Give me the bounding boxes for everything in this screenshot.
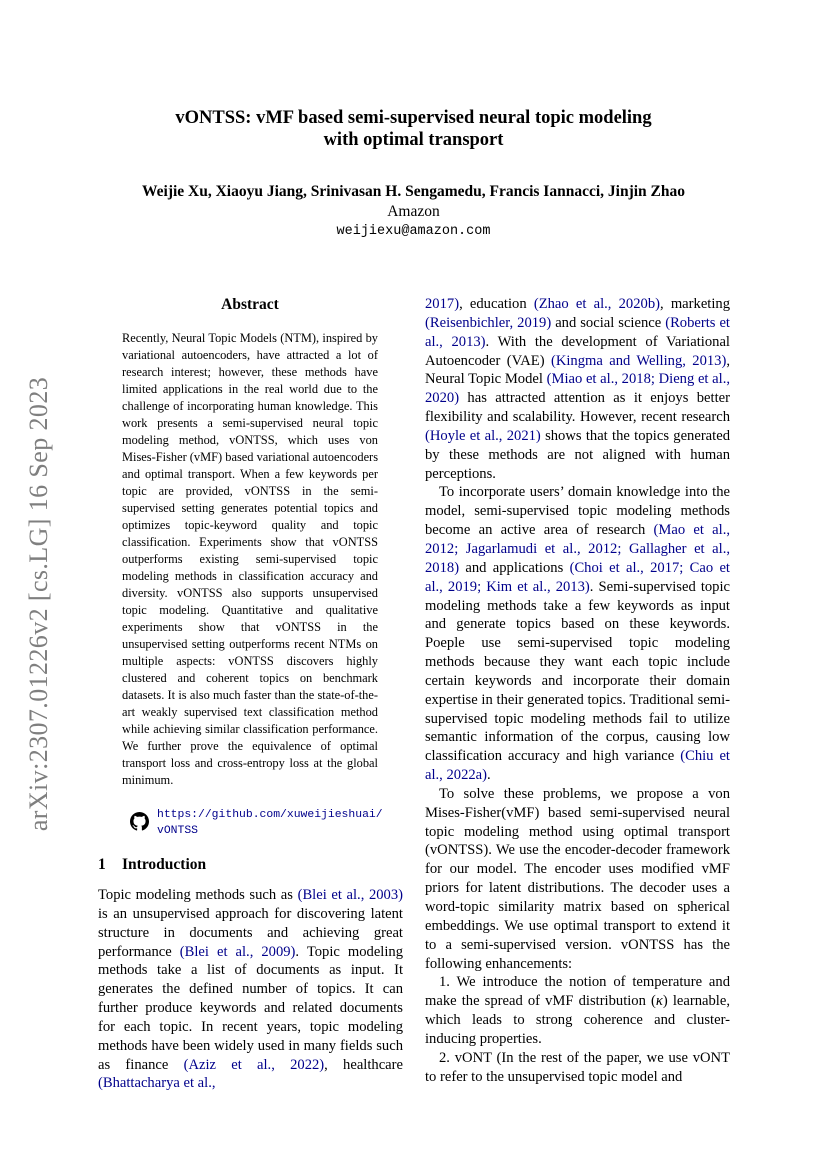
citation-link[interactable]: 2017) <box>425 296 460 312</box>
title-line-2: with optimal transport <box>323 130 504 150</box>
text-run: 1. We introduce the notion of temperature and make the spread of vMF distribution ( <box>425 974 730 1010</box>
citation-link[interactable]: (Blei et al., 2003) <box>297 887 404 903</box>
github-icon <box>130 812 149 831</box>
github-url-line-1: https://github.com/xuweijieshuai/ <box>157 809 383 821</box>
section-title: Introduction <box>122 856 207 873</box>
paragraph-domain-knowledge <box>425 483 730 785</box>
text-run: , Neural Topic Model <box>425 352 730 388</box>
text-run: shows that the topics generated by these methods are not aligned with human perceptions. <box>425 427 730 482</box>
paragraph-continuation <box>425 295 730 483</box>
enhancement-item-2: 2. vONT (In the rest of the paper, we use vONT to refer to the unsupervised topic model and <box>425 1049 730 1085</box>
enhancement-item-1 <box>425 973 730 1048</box>
text-run: . With the development of Variational Autoencoder (VAE) <box>425 333 730 369</box>
github-url-line-2: vONTSS <box>157 825 199 837</box>
citation-link[interactable]: (Zhao et al., 2020b) <box>533 296 660 312</box>
intro-left-column <box>98 886 403 1093</box>
arxiv-side-stamp <box>20 364 58 844</box>
citation-link[interactable]: (Hoyle et al., 2021) <box>425 427 541 444</box>
text-run: Topic modeling methods such as <box>98 887 298 903</box>
text-run: , healthcare <box>324 1056 403 1073</box>
citation-link[interactable]: (Choi et al., 2017; Cao et al., 2019; Kim et al., 2013) <box>425 559 730 595</box>
text-run: . Semi-supervised topic modeling methods take a few keywords as input and generate topics based on these keywords. Poeple use semi-supervised topic modeling methods because they want each topic include certain keywords and incorporate their domain expertise in their generated topics. Traditional semi-supervised topic modeling methods fail to utilize semantic information of the corpus, causing low classification accuracy and high variance <box>425 578 731 765</box>
text-run: , marketing <box>659 296 730 312</box>
abstract-body: Recently, Neural Topic Models (NTM), inspired by variational autoencoders, have attracted a lot of research interest; however, these methods have limited applications in the real world due to the challenge of incorporating human knowledge. This work presents a semi-supervised neural topic modeling method, vONTSS, which uses von Mises-Fisher (vMF) based variational autoencoders and optimal transport. When a few keywords per topic are provided, vONTSS in the semi-supervised setting generates potential topics and optimizes topic-keyword quality and topic classification. Experiments show that vONTSS outperforms existing semi-supervised topic modeling methods in classification accuracy and diversity. vONTSS also supports unsupervised topic modeling. Quantitative and qualitative experiments show that vONTSS in the unsupervised setting outperforms recent NTMs on multiple aspects: vONTSS discovers highly clustered and coherent topics on benchmark datasets. It is also much faster than the state-of-the-art weakly supervised text classification method while achieving similar classification performance. We further prove the equivalence of optimal transport loss and cross-entropy loss at the global minimum. <box>122 331 379 787</box>
text-run: . Topic modeling methods take a list of documents as input. It generates the defined number of topics. It can further produce keywords and related documents for each topic. In recent years, topic modeling methods have been widely used in many fields such as finance <box>98 943 403 1073</box>
section-number: 1 <box>98 856 106 873</box>
text-run: and applications <box>459 559 570 576</box>
abstract-heading: Abstract <box>221 296 279 313</box>
citation-link[interactable]: (Reisenbichler, 2019) <box>425 314 552 331</box>
title-line-1: vONTSS: vMF based semi-supervised neural topic modeling <box>175 108 652 128</box>
paper-title <box>100 107 727 151</box>
text-run: To incorporate users’ domain knowledge into the model, semi-supervised topic modeling methods become an active area of research <box>425 484 730 539</box>
author-email[interactable]: weijiexu@amazon.com <box>336 224 491 239</box>
right-column <box>425 295 730 1086</box>
text-run: , education <box>459 296 534 312</box>
paragraph-proposal: To solve these problems, we propose a von Mises-Fisher(vMF) based semi-supervised neural topic modeling method using optimal transport (vONTSS). We use the encoder-decoder framework for our model. The encoder uses modified vMF priors for latent distributions. The decoder uses a word-topic similarity matrix based on spherical embeddings. We use optimal transport to extend it to a semi-supervised version. vONTSS has the following enhancements: <box>425 785 730 972</box>
citation-link[interactable]: (Blei et al., 2009) <box>179 943 296 960</box>
arxiv-stamp-text: arXiv:2307.01226v2 [cs.LG] 16 Sep 2023 <box>24 376 54 832</box>
code-link[interactable] <box>130 807 400 839</box>
citation-link[interactable]: (Roberts et al., 2013) <box>425 314 730 350</box>
citation-link[interactable]: (Kingma and Welling, 2013) <box>550 352 727 369</box>
text-run: ) learnable, which leads to strong coherence and cluster-inducing properties. <box>425 993 730 1047</box>
text-run: has attracted attention as it enjoys better flexibility and scalability. However, recent research <box>425 390 730 426</box>
section-heading-introduction <box>98 855 398 875</box>
text-run: is an unsupervised approach for discovering latent structure in documents and achieving great performance <box>98 905 403 960</box>
citation-link[interactable]: (Mao et al., 2012; Jagarlamudi et al., 2012; Gallagher et al., 2018) <box>425 522 730 576</box>
affiliation: Amazon <box>387 203 440 220</box>
text-run: . <box>487 767 491 784</box>
citation-link[interactable]: (Aziz et al., 2022) <box>183 1056 325 1073</box>
github-url[interactable] <box>157 807 383 839</box>
text-run: and social science <box>551 314 666 331</box>
author-list: Weijie Xu, Xiaoyu Jiang, Srinivasan H. Sengamedu, Francis Iannacci, Jinjin Zhao <box>141 183 685 200</box>
citation-link[interactable]: (Chiu et al., 2022a) <box>425 748 730 784</box>
intro-paragraph <box>98 886 403 1093</box>
citation-link[interactable]: (Miao et al., 2018; Dieng et al., 2020) <box>425 371 730 407</box>
citation-link[interactable]: (Bhattacharya et al., <box>98 1075 216 1092</box>
kappa-symbol: κ <box>655 993 663 1010</box>
